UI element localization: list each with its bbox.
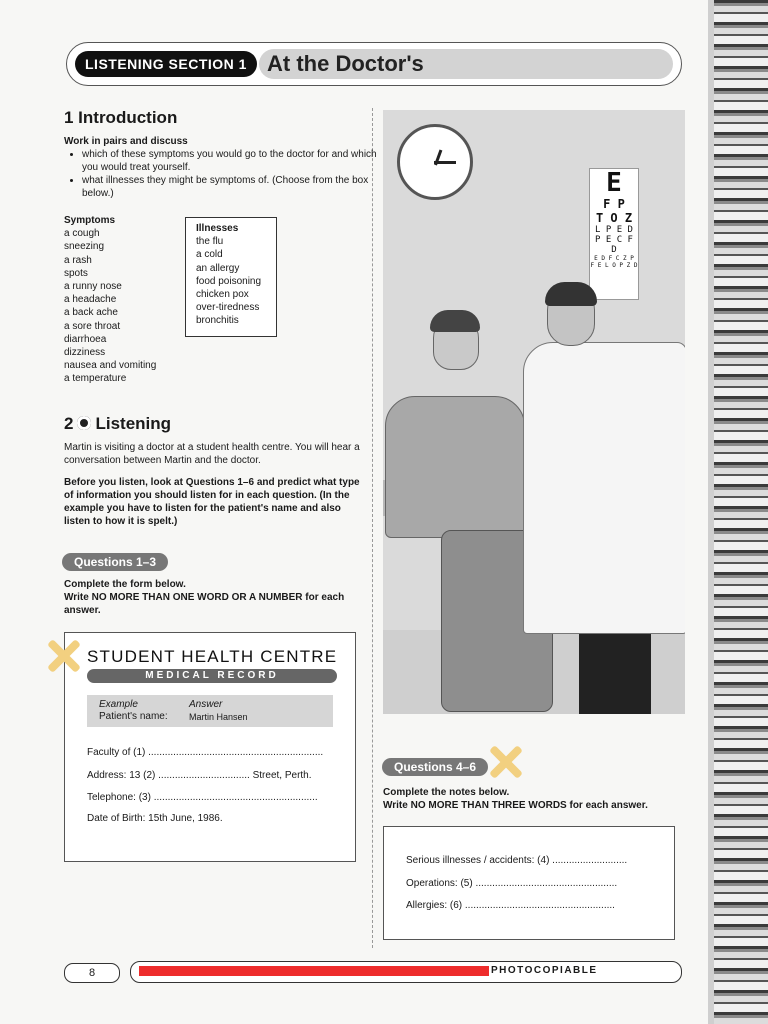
questions-1-3-label: Questions 1–3	[62, 553, 168, 571]
eye-chart-row: E	[606, 168, 622, 198]
medical-record-form	[64, 632, 356, 862]
date-of-birth-field: Date of Birth: 15th June, 1986.	[87, 813, 223, 824]
patient-name-value: Martin Hansen	[189, 712, 248, 722]
symptom-item: dizziness	[64, 347, 106, 359]
page-number: 8	[64, 963, 120, 983]
example-label: Example	[99, 699, 138, 710]
intro-bullet: • which of these symptoms you would go to the doctor for and which you would treat yourself.	[82, 148, 382, 174]
eye-chart-row: F E L O P Z D	[590, 262, 638, 269]
ear-icon	[77, 416, 91, 430]
serious-illnesses-field[interactable]: Serious illnesses / accidents: (4) ...........................	[406, 855, 628, 866]
illness-item: chicken pox	[196, 289, 249, 301]
listening-number: 2	[64, 414, 74, 433]
illnesses-box	[185, 217, 277, 337]
questions-4-6-label: Questions 4–6	[382, 758, 488, 776]
symptom-item: diarrhoea	[64, 333, 107, 345]
listening-title	[64, 414, 171, 434]
form-example	[87, 695, 333, 727]
patient-body	[385, 396, 525, 538]
form-subtitle: MEDICAL RECORD	[87, 669, 337, 683]
intro-bullets	[64, 148, 382, 200]
illness-item: the flu	[196, 236, 224, 248]
operations-field[interactable]: Operations: (5) ...................................................	[406, 878, 618, 889]
eye-chart-row: P E C F D	[595, 235, 633, 255]
symptom-item: a rash	[64, 254, 92, 266]
q4-6-instruction-1: Complete the notes below.	[383, 787, 510, 798]
allergies-field[interactable]: Allergies: (6) ......................................................	[406, 900, 615, 911]
illness-item: a cold	[196, 249, 223, 261]
answer-label: Answer	[189, 699, 223, 710]
symptom-item: a runny nose	[64, 281, 122, 293]
intro-bullet: • what illnesses they might be symptoms of. (Choose from the box below.)	[82, 174, 382, 200]
photocopiable-label: PHOTOCOPIABLE	[491, 965, 598, 976]
spiral-binding	[714, 0, 768, 1024]
page-title: At the Doctor's	[267, 51, 424, 76]
section-header	[66, 42, 682, 86]
eye-chart-row: F P	[603, 197, 625, 211]
intro-title: 1 Introduction	[64, 108, 178, 127]
address-field[interactable]: Address: 13 (2) ................................. Street, Perth.	[87, 770, 312, 781]
q1-3-instruction-2: Write NO MORE THAN ONE WORD OR A NUMBER for each answer.	[64, 592, 345, 616]
footer-bar	[130, 961, 682, 983]
symptom-item: a sore throat	[64, 320, 121, 332]
telephone-field[interactable]: Telephone: (3) ...........................................................	[87, 792, 318, 803]
faculty-field[interactable]: Faculty of (1) ...............................................................	[87, 747, 324, 758]
eye-chart-row: L P E D	[595, 225, 633, 235]
symptom-item: a back ache	[64, 307, 118, 319]
symptom-item: a headache	[64, 294, 117, 306]
illness-item: an allergy	[196, 262, 240, 274]
symptom-item: nausea and vomiting	[64, 360, 157, 372]
eye-chart-row: E D F C Z P	[594, 255, 634, 262]
intro-instruction: Work in pairs and discuss	[64, 136, 188, 147]
section-label: LISTENING SECTION 1	[75, 51, 257, 77]
illness-item: over-tiredness	[196, 302, 260, 314]
clock-minute-hand	[434, 161, 456, 164]
highlighter-cross-mark	[46, 638, 82, 674]
listening-title-text: Listening	[95, 414, 172, 433]
illness-item: bronchitis	[196, 315, 239, 327]
symptom-item: a cough	[64, 228, 100, 240]
doctor-hair	[545, 282, 597, 306]
q1-3-instruction-1: Complete the form below.	[64, 579, 186, 590]
illness-item: food poisoning	[196, 275, 262, 287]
illnesses-heading: Illnesses	[196, 223, 239, 234]
column-divider	[372, 108, 373, 948]
eye-chart-row: T O Z	[595, 211, 633, 225]
highlighter-cross-mark	[488, 744, 524, 780]
listening-instruction: Before you listen, look at Questions 1–6 and predict what type of information you should listen for in each question. (In the example you have to listen for the patient's name and also listen to how it is spelt.)	[64, 477, 360, 527]
patient-hair	[430, 310, 480, 332]
doctor-illustration	[383, 110, 685, 714]
doctor-coat	[523, 342, 685, 634]
symptom-item: a temperature	[64, 373, 127, 385]
form-title: STUDENT HEALTH CENTRE	[87, 647, 338, 666]
symptom-item: spots	[64, 267, 88, 279]
footer-red-stripe	[139, 966, 489, 976]
header-title-bar	[259, 49, 673, 79]
symptom-item: sneezing	[64, 241, 105, 253]
listening-paragraph: Martin is visiting a doctor at a student health centre. You will hear a conversation between Martin and the doctor.	[64, 442, 360, 466]
symptoms-heading: Symptoms	[64, 215, 116, 226]
q4-6-instruction-2: Write NO MORE THAN THREE WORDS for each answer.	[383, 800, 648, 811]
notes-box	[383, 826, 675, 940]
doctor-legs	[579, 632, 651, 714]
patient-name-label: Patient's name:	[99, 711, 168, 722]
clock-icon	[397, 124, 473, 200]
symptoms-list	[64, 214, 156, 386]
eye-chart	[589, 168, 639, 300]
